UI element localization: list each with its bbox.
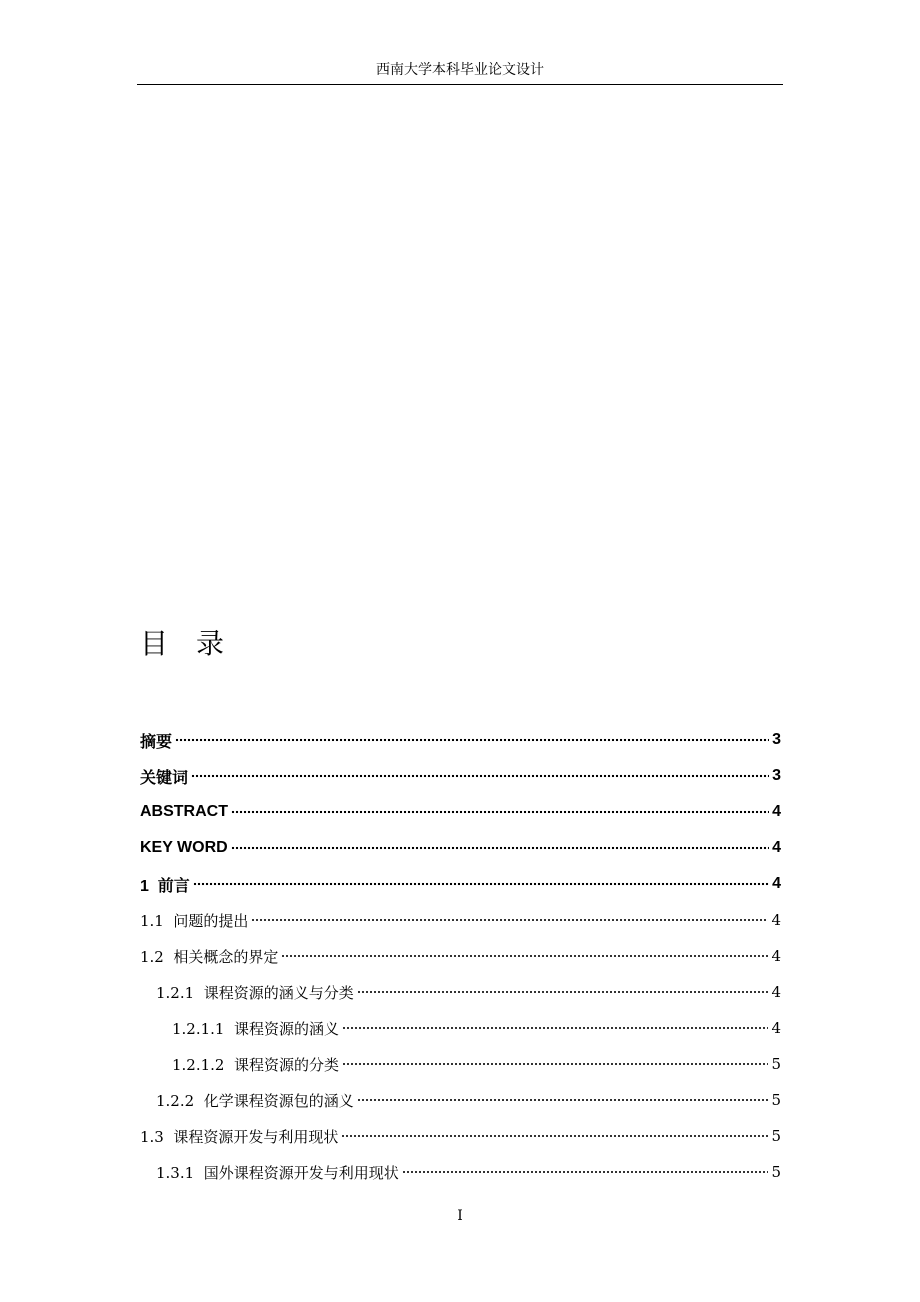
toc-entry-page: 5 [771,1055,781,1073]
toc-entry-page: 4 [771,911,781,929]
toc-entry[interactable] [140,974,781,1010]
toc-entry-title: 1.3.1 国外课程资源开发与利用现状 [156,1163,399,1182]
toc-entry-title: 1.3 课程资源开发与利用现状 [140,1127,339,1146]
dot-leader [281,952,768,960]
dot-leader [357,1096,769,1104]
dot-leader [402,1168,769,1176]
toc-entry-title: 1.2.1.2 课程资源的分类 [172,1055,340,1074]
toc-entry-title: 1.2.2 化学课程资源包的涵义 [156,1091,354,1110]
toc-entry[interactable] [140,866,781,902]
dot-leader [231,808,769,816]
toc-entry[interactable] [140,902,781,938]
dot-leader [191,772,769,780]
toc-entry[interactable] [140,794,781,830]
toc-entry[interactable] [140,938,781,974]
toc-entry-title: 1.1 问题的提出 [140,911,249,930]
toc-entry[interactable] [140,1118,781,1154]
toc-entry-title: 关键词 [140,769,189,787]
toc-entry-title: 1.2.1.1 课程资源的涵义 [172,1019,340,1038]
header-rule [137,84,783,85]
toc-entry-title: KEY WORD [140,839,228,856]
dot-leader [193,880,769,888]
toc-entry[interactable] [140,1046,781,1082]
toc-entry-title: 1 前言 [140,877,190,895]
toc-entry[interactable] [140,722,781,758]
dot-leader [342,1024,768,1032]
toc-entry-page: 5 [771,1163,781,1181]
toc-entry-title: ABSTRACT [140,803,228,820]
dot-leader [357,988,769,996]
toc-entry-page: 4 [771,947,781,965]
toc-entry-page: 4 [772,875,781,892]
toc-entry-page: 4 [772,803,781,820]
toc-entry-title: 摘要 [140,733,173,751]
toc-entry-page: 4 [772,839,781,856]
toc-entry-page: 4 [771,1019,781,1037]
toc-entry[interactable] [140,830,781,866]
page-number: I [457,1208,463,1224]
toc-entry-page: 4 [771,983,781,1001]
table-of-contents [140,722,781,1190]
toc-entry-title: 1.2.1 课程资源的涵义与分类 [156,983,354,1002]
toc-entry[interactable] [140,1010,781,1046]
toc-entry[interactable] [140,758,781,794]
toc-entry-page: 3 [772,767,781,784]
dot-leader [342,1060,768,1068]
dot-leader [341,1132,768,1140]
dot-leader [231,844,769,852]
toc-entry-page: 5 [771,1091,781,1109]
toc-entry-page: 5 [771,1127,781,1145]
toc-entry[interactable] [140,1154,781,1190]
toc-title: 目录 [140,627,253,660]
toc-entry-page: 3 [772,731,781,748]
toc-entry-title: 1.2 相关概念的界定 [140,947,279,966]
dot-leader [175,736,769,744]
page-header: 西南大学本科毕业论文设计 [376,62,544,78]
toc-entry[interactable] [140,1082,781,1118]
dot-leader [251,916,768,924]
